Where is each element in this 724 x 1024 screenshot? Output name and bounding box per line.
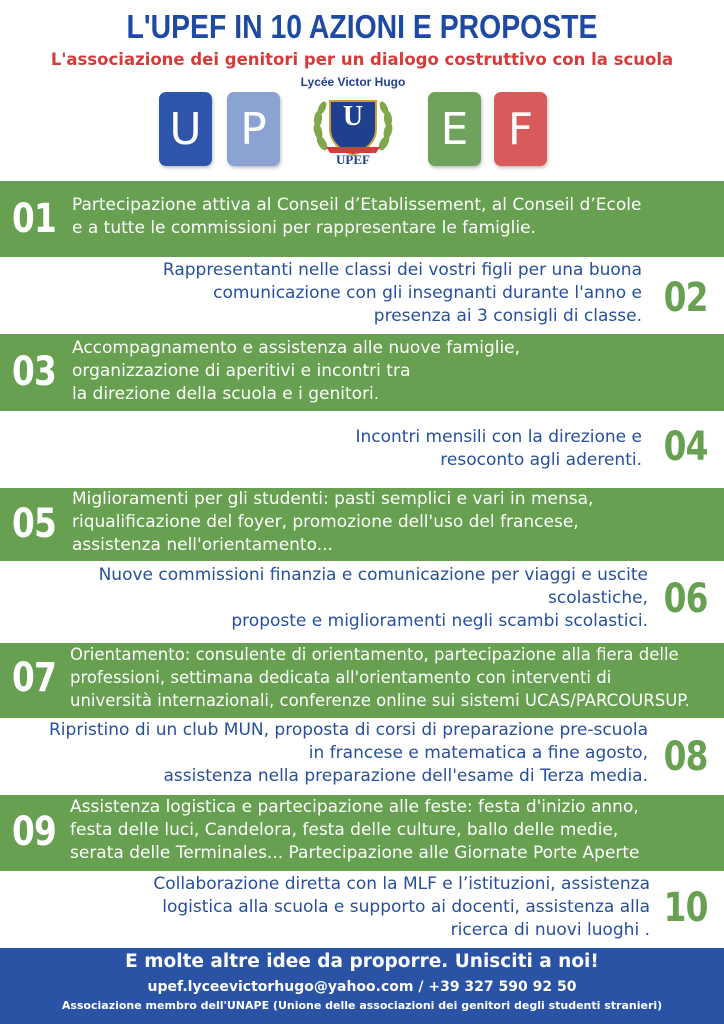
- upef-logo: [294, 75, 412, 171]
- action-row-10: [0, 871, 724, 948]
- action-number: 09: [12, 809, 57, 855]
- letter-tile-p: P: [227, 92, 280, 166]
- action-text: Orientamento: consulente di orientamento, partecipazione alla fiera delle professioni, settimana dedicata all'orientamento con interventi di università internazionali, conferenze online sui sistemi UCAS/PARCOURSUP.: [70, 645, 690, 710]
- letter-tile-u: U: [159, 92, 212, 166]
- footer-cta: E molte altre idee da proporre. Unisciti a noi!: [125, 951, 599, 972]
- action-number: 04: [663, 424, 708, 470]
- action-row-02: [0, 257, 724, 334]
- action-number: 05: [12, 501, 57, 547]
- action-row-08: [0, 718, 724, 795]
- action-number: 08: [663, 734, 708, 780]
- action-row-05: [0, 488, 724, 561]
- action-row-06: [0, 561, 724, 643]
- action-text: Miglioramenti per gli studenti: pasti semplici e vari in mensa, riqualificazione del foyer, promozione dell'uso del francese, assistenza nell'orientamento...: [72, 489, 594, 555]
- action-row-03: [0, 334, 724, 411]
- page-subtitle: L'associazione dei genitori per un dialogo costruttivo con la scuola: [50, 50, 674, 69]
- action-text: Rappresentanti nelle classi dei vostri figli per una buona comunicazione con gli insegnanti durante l'anno e presenza ai 3 consigli di classe.: [162, 260, 642, 326]
- letter-tile-e: E: [428, 92, 481, 166]
- logo-school-name: Lycée Victor Hugo: [300, 75, 406, 89]
- footer-membership: Associazione membro dell'UNAPE (Unione delle associazioni dei genitori degli studenti stranieri): [61, 999, 663, 1012]
- action-text: Collaborazione diretta con la MLF e l’istituzioni, assistenza logistica alla scuola e supporto ai docenti, assistenza alla ricerca di nuovi luoghi .: [153, 874, 650, 940]
- action-text: Accompagnamento e assistenza alle nuove famiglie, organizzazione di aperitivi e incontri tra la direzione della scuola e i genitori.: [72, 338, 521, 404]
- action-text: Assistenza logistica e partecipazione alle feste: festa d'inizio anno, festa delle luci, Candelora, festa delle culture, ballo delle medie, serata delle Terminales... Partecipazione alle Giornate Porte Aperte: [70, 797, 640, 863]
- action-number: 06: [663, 576, 708, 622]
- action-row-01: [0, 181, 724, 257]
- logo-name: UPEF: [336, 152, 370, 167]
- footer-banner: [0, 948, 724, 1024]
- action-text: Ripristino di un club MUN, proposta di corsi di preparazione pre-scuola in francese e matematica a fine agosto, assistenza nella preparazione dell'esame di Terza media.: [49, 720, 648, 786]
- action-number: 01: [12, 196, 57, 242]
- action-row-04: [0, 411, 724, 488]
- action-text: Partecipazione attiva al Conseil d’Etablissement, al Conseil d’Ecole e a tutte le commissioni per rappresentare le famiglie.: [72, 195, 642, 238]
- footer-contact[interactable]: upef.lyceevictorhugo@yahoo.com / +39 327 590 92 50: [147, 979, 577, 995]
- action-row-07: [0, 643, 724, 718]
- action-number: 02: [663, 275, 708, 321]
- page-title: L'UPEF IN 10 AZIONI E PROPOSTE: [126, 8, 598, 45]
- action-row-09: [0, 795, 724, 871]
- action-number: 10: [663, 885, 708, 931]
- action-number: 07: [12, 655, 57, 701]
- logo-letter: U: [342, 101, 364, 132]
- logo-row: [0, 75, 724, 171]
- action-text: Nuove commissioni finanzia e comunicazione per viaggi e uscite scolastiche, proposte e miglioramenti negli scambi scolastici.: [98, 565, 648, 631]
- action-number: 03: [12, 349, 57, 395]
- action-text: Incontri mensili con la direzione e resoconto agli aderenti.: [355, 427, 642, 470]
- letter-tile-f: F: [494, 92, 547, 166]
